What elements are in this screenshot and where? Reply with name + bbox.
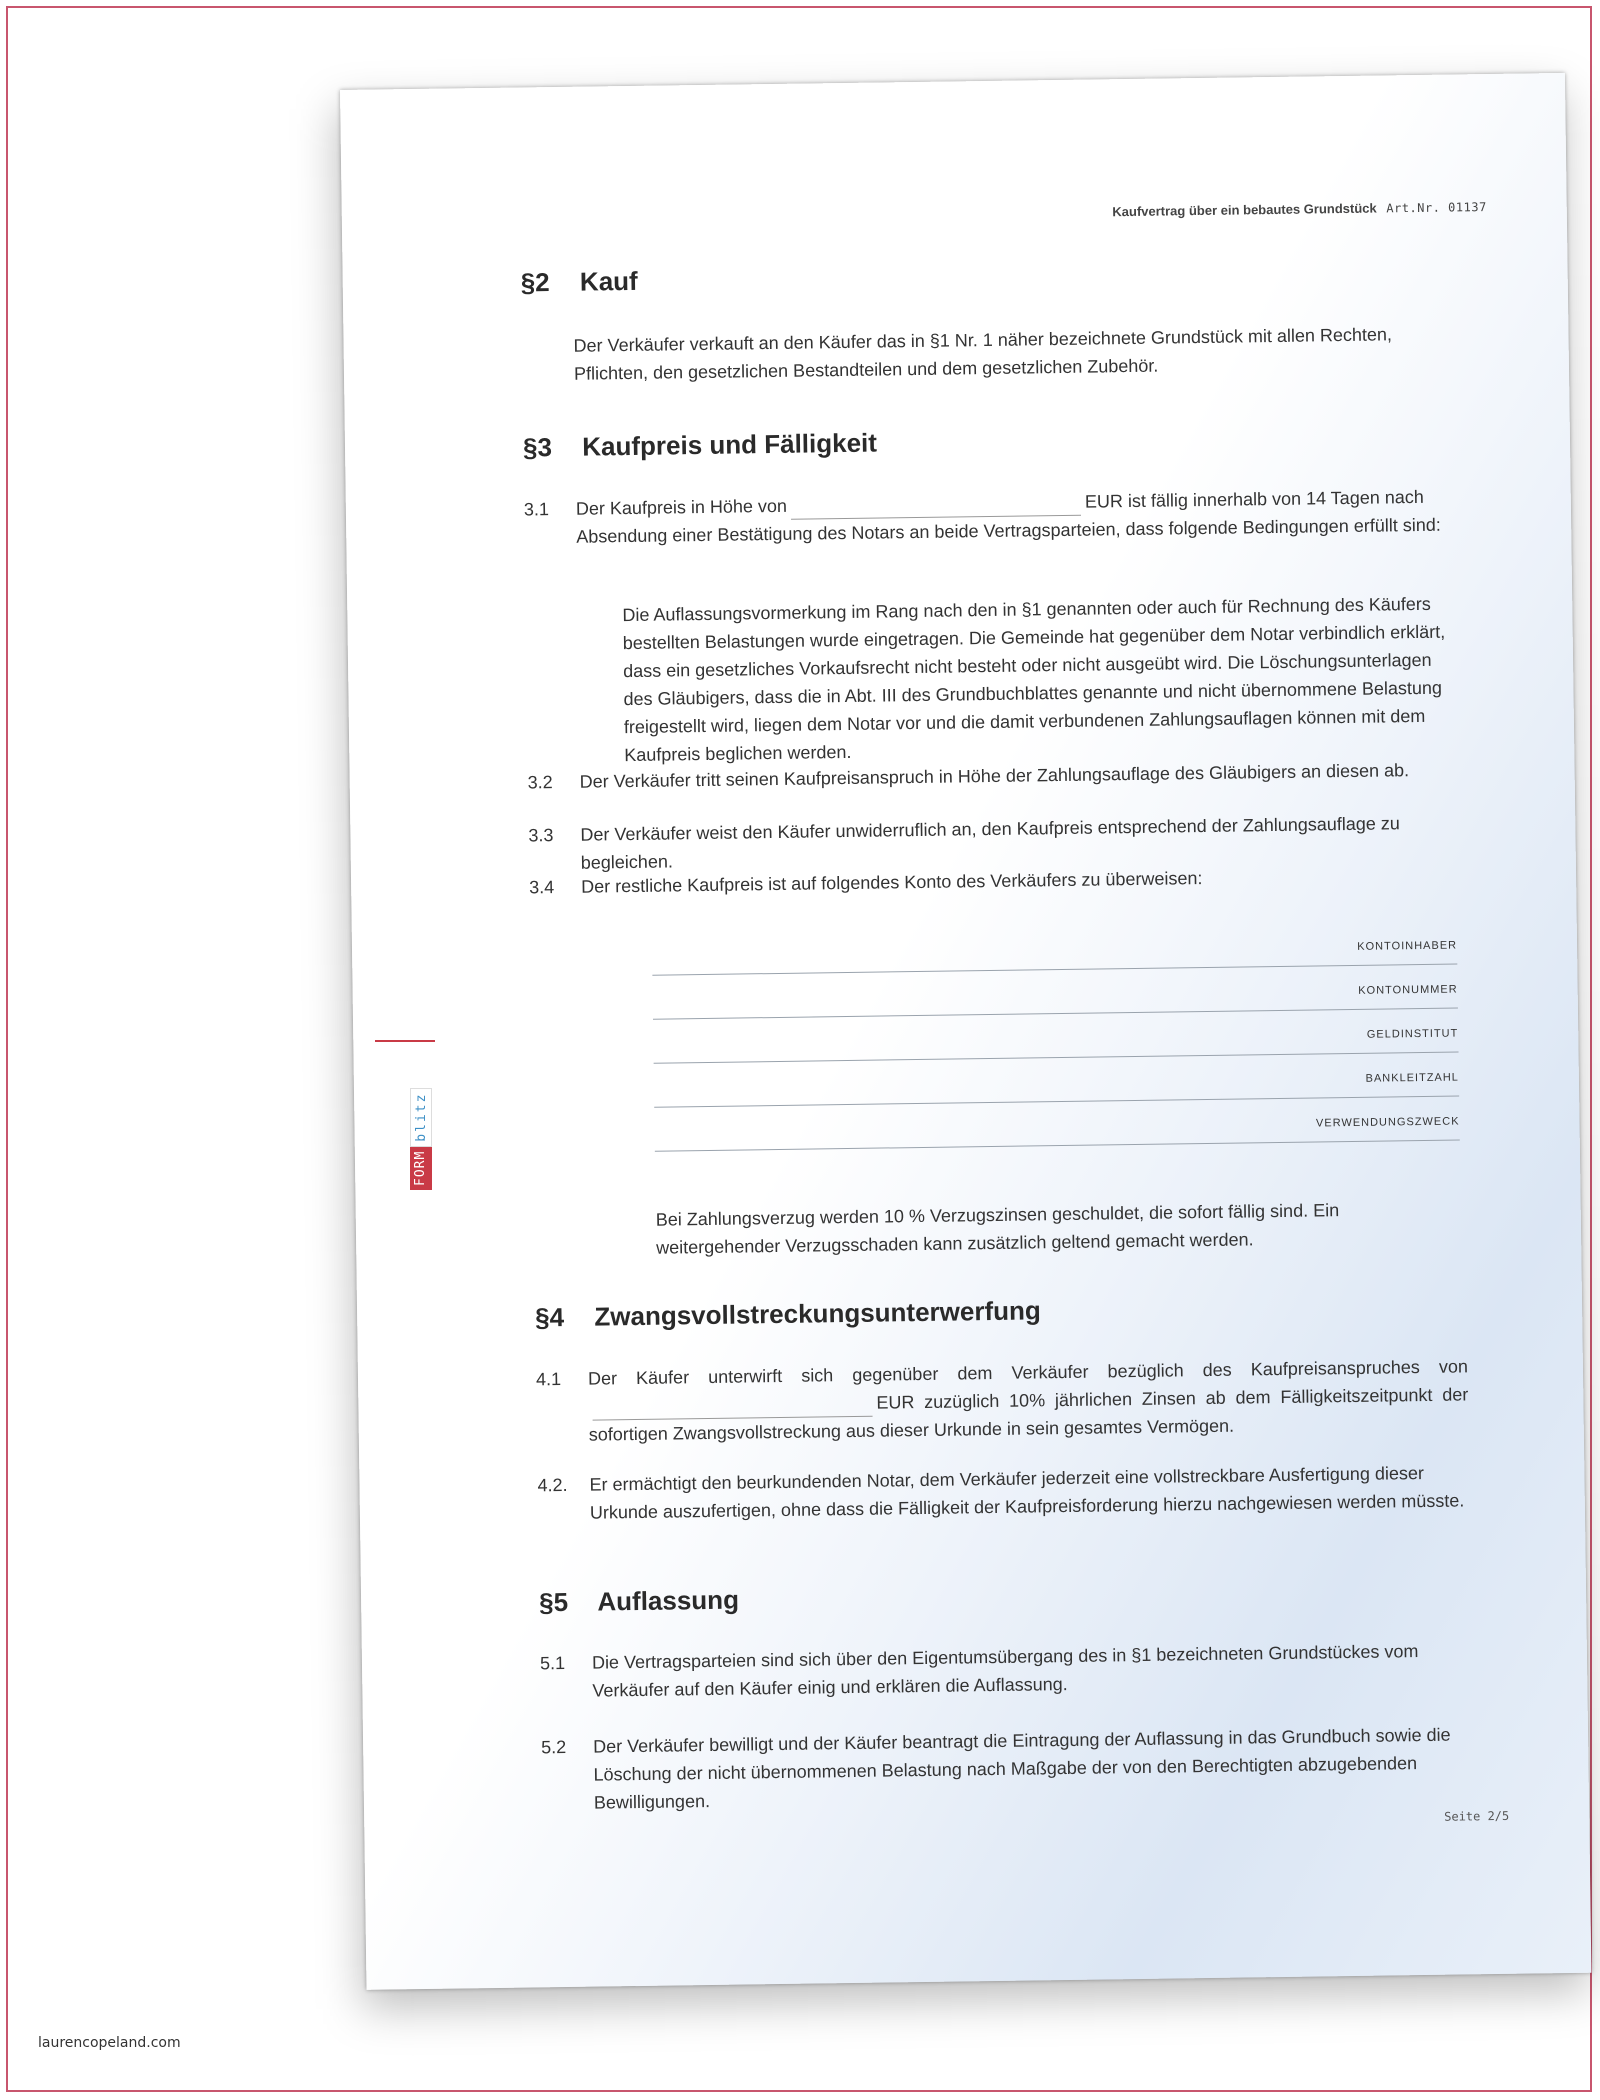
paragraph-number: 5.2 bbox=[541, 1737, 567, 1758]
logo-form-text: FORM bbox=[410, 1147, 432, 1190]
bank-field-line bbox=[655, 1139, 1460, 1151]
section-title: Kauf bbox=[579, 265, 638, 297]
paragraph-number: 3.3 bbox=[528, 825, 554, 846]
page-number: Seite 2/5 bbox=[1444, 1808, 1510, 1824]
formblitz-logo bbox=[410, 1040, 432, 1190]
article-number: Art.Nr. 01137 bbox=[1386, 200, 1487, 216]
bank-field-label: KONTOINHABER bbox=[1357, 939, 1458, 953]
paragraph-number: 3.2 bbox=[527, 772, 553, 793]
bank-field-label: VERWENDUNGSZWECK bbox=[1315, 1115, 1460, 1130]
logo-blitz-text: blitz bbox=[410, 1088, 432, 1147]
paragraph-4-1-text-b: EUR zuzüglich 10% jährlichen Zinsen ab dem Fälligkeitszeitpunkt der sofortigen Zwangsvollstreckung aus dieser Urkunde in sein gesamtes Vermögen. bbox=[588, 1384, 1469, 1445]
paragraph-number: 5.1 bbox=[539, 1653, 566, 1674]
section-heading-kauf bbox=[520, 266, 637, 299]
section-title: Kaufpreis und Fälligkeit bbox=[582, 427, 878, 462]
paragraph-3-1-text-b: EUR ist fällig innerhalb von 14 Tagen nach Absendung einer Bestätigung des Notars an beide Vertragsparteien, dass folgende Bedingungen erfüllt sind: bbox=[576, 486, 1441, 547]
document-title: Kaufvertrag über ein bebautes Grundstück bbox=[1112, 200, 1377, 220]
paragraph-kauf: Der Verkäufer verkauft an den Käufer das in §1 Nr. 1 näher bezeichnete Grundstück mit allen Rechten, Pflichten, den gesetzlichen Bestandteilen und dem gesetzlichen Zubehör. bbox=[573, 324, 1393, 384]
paragraph-3-2: Der Verkäufer tritt seinen Kaufpreisanspruch in Höhe der Zahlungsauflage des Gläubigers an diesen ab. bbox=[579, 760, 1410, 792]
bank-field-label: BANKLEITZAHL bbox=[1365, 1071, 1459, 1085]
section-title: Zwangsvollstreckungsunterwerfung bbox=[594, 1295, 1041, 1332]
section-heading-kaufpreis bbox=[523, 428, 877, 464]
price-blank-field[interactable] bbox=[791, 497, 1081, 520]
paragraph-5-2: Der Verkäufer bewilligt und der Käufer beantragt die Eintragung der Auflassung in das Grundbuch sowie die Löschung der nicht übernommenen Belastung nach Maßgabe der von den Berechtigten abzugebenden Bewilligungen. bbox=[593, 1724, 1451, 1813]
paragraph-3-1 bbox=[576, 482, 1457, 550]
section-heading-auflassung bbox=[539, 1585, 739, 1619]
section-number: §3 bbox=[522, 432, 553, 463]
section-number: §2 bbox=[520, 267, 550, 298]
section-number: §5 bbox=[538, 1586, 569, 1618]
paragraph-3-1-conditions: Die Auflassungsvormerkung im Rang nach den in §1 genannten oder auch für Rechnung des Käufers bestellten Belastungen wurde eingetragen. Die Gemeinde hat gegenüber dem Notar verbindlich erklärt, dass ein gesetzliches Vorkaufsrecht nicht besteht oder nicht ausgeübt wird. Die Löschungsunterlagen des Gläubigers, dass die in Abt. III des Grundbuchblattes genannte und nicht übernommene Belastung freigestellt wird, liegen dem Notar vor und die damit verbundenen Zahlungsauflagen können mit dem Kaufpreis beglichen werden. bbox=[622, 593, 1446, 766]
paragraph-number: 4.1 bbox=[535, 1369, 562, 1390]
amount-blank-field[interactable] bbox=[592, 1398, 872, 1421]
paragraph-3-3: Der Verkäufer weist den Käufer unwiderruflich an, den Kaufpreis entsprechend der Zahlungsauflage zu begleichen. bbox=[580, 813, 1400, 873]
section-heading-zwangsvollstreckung bbox=[535, 1295, 1041, 1333]
bank-field-line bbox=[653, 1007, 1458, 1019]
section-title: Auflassung bbox=[597, 1584, 740, 1617]
bank-field-label: KONTONUMMER bbox=[1358, 983, 1458, 997]
paragraph-3-1-text-a: Der Kaufpreis in Höhe von bbox=[575, 495, 788, 519]
paragraph-4-2: Er ermächtigt den beurkundenden Notar, dem Verkäufer jederzeit eine vollstreckbare Ausfertigung dieser Urkunde auszufertigen, ohne dass die Fälligkeit der Kaufpreisforderung hierzu nachgewiesen werden müsste. bbox=[589, 1463, 1465, 1523]
paragraph-4-1 bbox=[588, 1352, 1469, 1448]
paragraph-number: 3.4 bbox=[529, 877, 555, 898]
document-page bbox=[340, 73, 1591, 1990]
bank-field-label: GELDINSTITUT bbox=[1366, 1027, 1459, 1041]
bank-field-line bbox=[654, 1095, 1459, 1107]
document-header bbox=[1112, 199, 1487, 219]
watermark-text: laurencopeland.com bbox=[38, 2035, 181, 2051]
paragraph-late-interest: Bei Zahlungsverzug werden 10 % Verzugszinsen geschuldet, die sofort fällig sind. Ein weitergehender Verzugsschaden kann zusätzlich geltend gemacht werden. bbox=[655, 1200, 1340, 1258]
paragraph-5-1: Die Vertragsparteien sind sich über den Eigentumsübergang des in §1 bezeichneten Grundstückes vom Verkäufer auf den Käufer einig und erklären die Auflassung. bbox=[591, 1641, 1419, 1701]
paragraph-number: 3.1 bbox=[523, 499, 550, 520]
paragraph-4-1-text-a: Der Käufer unterwirft sich gegenüber dem Verkäufer bezüglich des Kaufpreisanspruches von bbox=[587, 1356, 1469, 1389]
paragraph-number: 4.2. bbox=[537, 1474, 568, 1496]
bank-field-line bbox=[654, 1051, 1459, 1063]
bank-field-line bbox=[652, 963, 1457, 975]
paragraph-3-4: Der restliche Kaufpreis ist auf folgendes Konto des Verkäufers zu überweisen: bbox=[581, 868, 1203, 897]
section-number: §4 bbox=[534, 1301, 565, 1333]
